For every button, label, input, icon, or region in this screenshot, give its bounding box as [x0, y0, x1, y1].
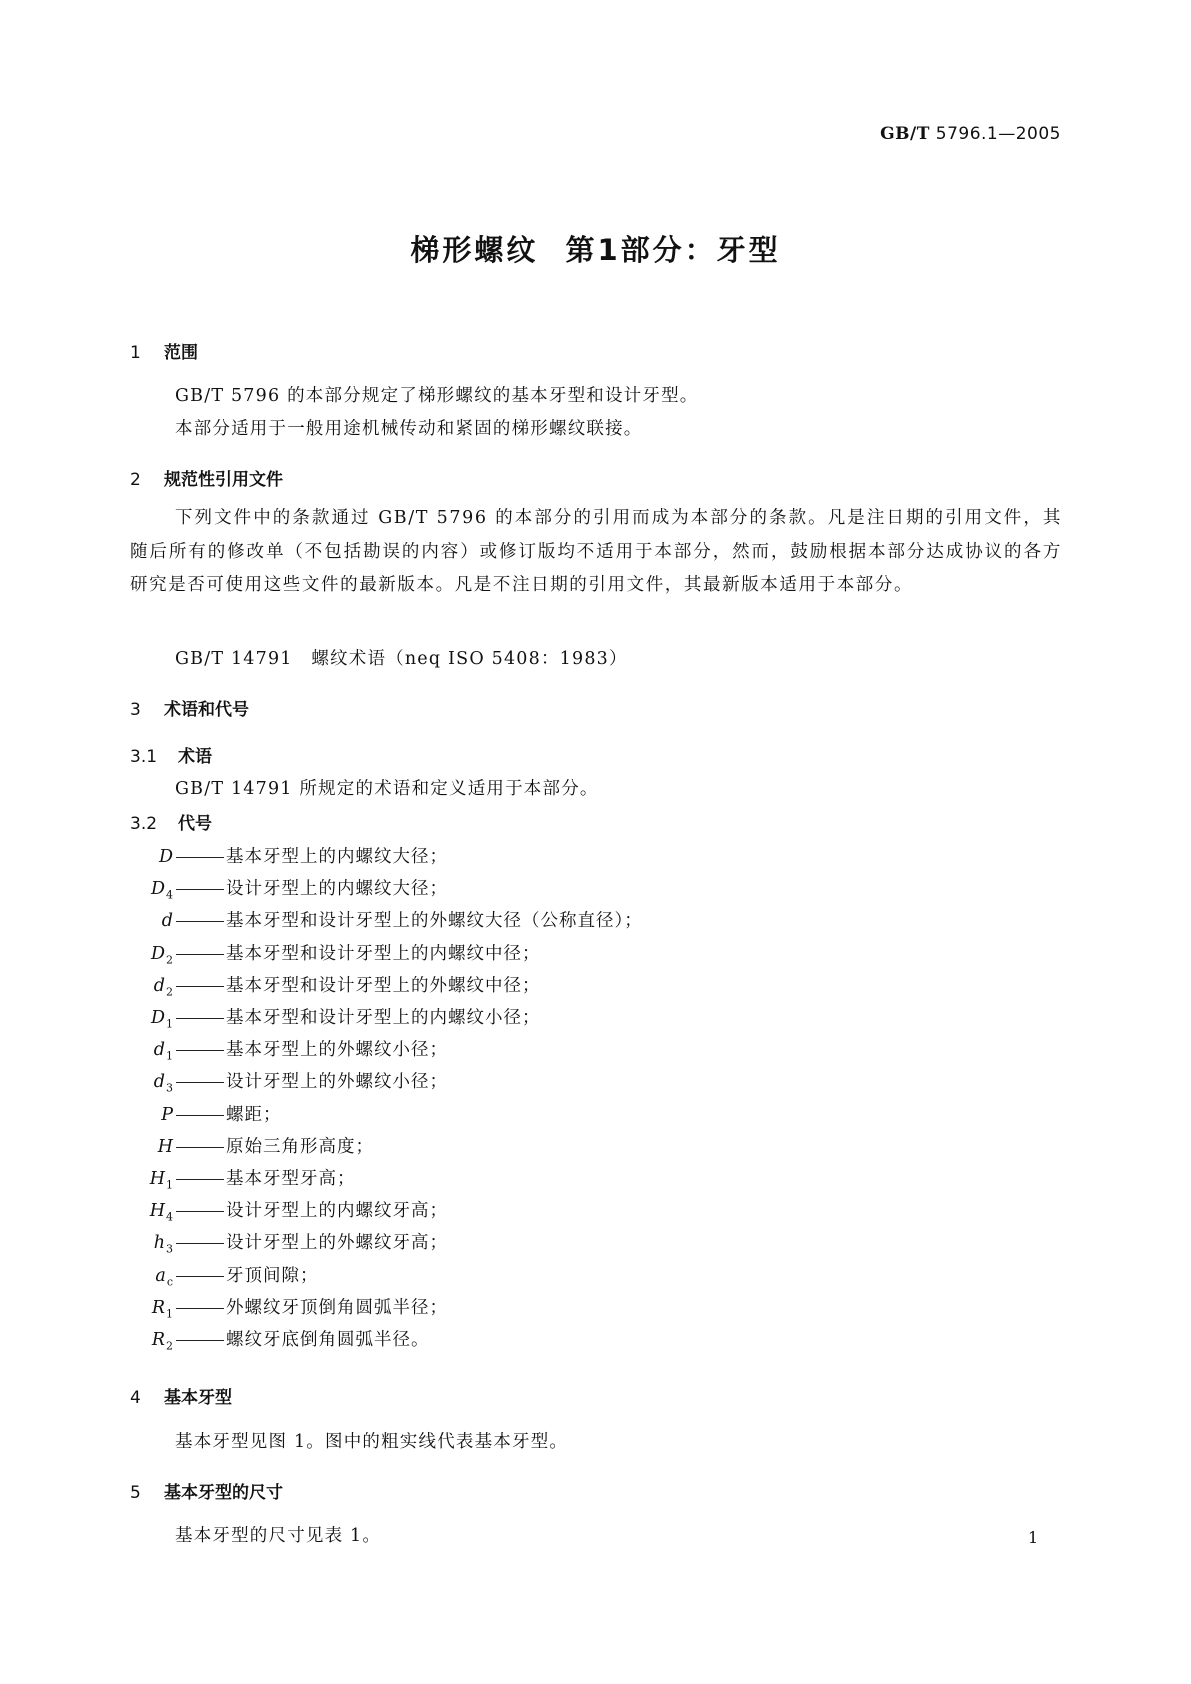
symbol [106, 1072, 174, 1095]
em-dash-separator [176, 1050, 224, 1051]
symbol-base: R [151, 1297, 166, 1318]
symbol-subscript: c [166, 1275, 174, 1289]
symbol-row [106, 1197, 448, 1224]
symbol-row [106, 1133, 374, 1158]
em-dash-separator [176, 1179, 224, 1180]
em-dash-separator [176, 857, 224, 858]
symbol-base: a [155, 1265, 167, 1286]
symbol-base: D [158, 847, 174, 867]
symbol-base: H [149, 1201, 166, 1222]
em-dash-separator [176, 889, 224, 890]
symbol-base: d [153, 1040, 166, 1061]
symbol-base: d [161, 911, 174, 932]
symbol [106, 847, 174, 867]
section-4-heading: 4 基本牙型 [130, 1388, 232, 1408]
section-3-heading: 3 术语和代号 [130, 700, 249, 720]
symbol [106, 1330, 174, 1353]
symbol-description: 基本牙型上的外螺纹小径； [226, 1040, 448, 1061]
symbol-base: d [153, 975, 166, 996]
em-dash-separator [176, 1211, 224, 1212]
symbol-row [106, 1036, 448, 1063]
normative-references-paragraph: 下列文件中的条款通过 GB/T 5796 的本部分的引用而成为本部分的条款。凡是注日期的引用文件，其随后所有的修改单（不包括勘误的内容）或修订版均不适用于本部分，然而，鼓励根据本部分达成协议的各方研究是否可使用这些文件的最新版本。凡是不注日期的引用文件，其最新版本适用于本部分。 [130, 508, 1062, 595]
section-1-heading: 1 范围 [130, 343, 198, 363]
page-number: 1 [1028, 1528, 1039, 1547]
em-dash-separator [176, 1308, 224, 1309]
symbol-description: 基本牙型和设计牙型上的外螺纹中径； [226, 975, 541, 996]
symbol-base: H [149, 1169, 166, 1189]
symbol-description: 基本牙型和设计牙型上的内螺纹中径； [226, 943, 541, 964]
symbol-subscript: 1 [166, 1017, 174, 1031]
symbol-description: 牙顶间隙； [226, 1265, 319, 1286]
em-dash-separator [176, 1243, 224, 1244]
standard-code: 5796.1—2005 [935, 124, 1061, 144]
symbol-base: D [150, 1008, 166, 1028]
symbol-description: 基本牙型牙高； [226, 1169, 356, 1189]
symbol-base: h [153, 1233, 166, 1254]
symbol-row [106, 940, 541, 967]
document-title: 梯形螺纹 第1部分：牙型 [410, 233, 781, 267]
symbol-subscript: 4 [166, 888, 174, 902]
symbol [106, 911, 174, 931]
symbol-description: 螺纹牙底倒角圆弧半径。 [226, 1330, 430, 1350]
section-2-heading: 2 规范性引用文件 [130, 470, 283, 490]
symbol [106, 1040, 174, 1063]
symbol-base: R [151, 1330, 166, 1350]
symbol-row [106, 1294, 448, 1321]
symbol-description: 基本牙型和设计牙型上的外螺纹大径（公称直径）； [226, 911, 643, 932]
symbol-subscript: 1 [166, 1307, 174, 1321]
section-3-2-heading: 3.2 代号 [130, 814, 212, 834]
symbol [106, 944, 174, 967]
symbol-row [106, 972, 541, 999]
symbol [106, 1137, 174, 1157]
symbol [106, 1266, 174, 1289]
symbol-description: 设计牙型上的内螺纹大径； [226, 879, 448, 900]
symbol-subscript: 1 [166, 1178, 174, 1192]
symbol [106, 1298, 174, 1321]
symbol-row [106, 1004, 541, 1031]
symbol-subscript: 2 [166, 985, 174, 999]
symbol-base: d [153, 1072, 166, 1093]
em-dash-separator [176, 954, 224, 955]
symbol-description: 设计牙型上的内螺纹牙高； [226, 1201, 448, 1222]
symbol-description: 设计牙型上的外螺纹小径； [226, 1072, 448, 1093]
symbol-row [106, 1101, 282, 1126]
em-dash-separator [176, 1340, 224, 1341]
section-3-1-heading: 3.1 术语 [130, 747, 212, 767]
reference-item: GB/T 14791 螺纹术语（neq ISO 5408：1983） [175, 649, 628, 669]
symbol-row [106, 1165, 356, 1192]
symbol-row [106, 1229, 448, 1256]
symbol-base: D [150, 943, 166, 964]
symbol-subscript: 3 [166, 1242, 174, 1256]
em-dash-separator [176, 986, 224, 987]
em-dash-separator [176, 1018, 224, 1019]
symbol-subscript: 1 [166, 1049, 174, 1063]
symbol [106, 1008, 174, 1031]
symbol-row [106, 1068, 448, 1095]
symbol [106, 1233, 174, 1256]
basic-profile-paragraph: 基本牙型见图 1。图中的粗实线代表基本牙型。 [175, 1432, 569, 1452]
symbol-row [106, 907, 643, 932]
symbol-description: 原始三角形高度； [226, 1136, 374, 1157]
symbol-row [106, 875, 448, 902]
symbol-subscript: 2 [166, 953, 174, 967]
symbol-subscript: 3 [166, 1081, 174, 1095]
symbol-subscript: 2 [166, 1339, 174, 1353]
symbol-description: 设计牙型上的外螺纹牙高； [226, 1233, 448, 1254]
symbol-row [106, 1326, 430, 1353]
terms-paragraph: GB/T 14791 所规定的术语和定义适用于本部分。 [175, 779, 599, 799]
symbol-description: 基本牙型和设计牙型上的内螺纹小径； [226, 1008, 541, 1028]
symbol [106, 1105, 174, 1125]
symbol [106, 879, 174, 902]
symbol-subscript: 4 [166, 1210, 174, 1224]
symbol [106, 1169, 174, 1192]
scope-paragraph-2: 本部分适用于一般用途机械传动和紧固的梯形螺纹联接。 [175, 419, 643, 439]
scope-paragraph-1: GB/T 5796 的本部分规定了梯形螺纹的基本牙型和设计牙型。 [175, 386, 699, 406]
symbol-row [106, 843, 448, 868]
em-dash-separator [176, 1147, 224, 1148]
section-5-heading: 5 基本牙型的尺寸 [130, 1483, 283, 1503]
basic-dimensions-paragraph: 基本牙型的尺寸见表 1。 [175, 1526, 382, 1546]
symbol-description: 外螺纹牙顶倒角圆弧半径； [226, 1297, 448, 1318]
em-dash-separator [176, 1082, 224, 1083]
standard-number [880, 124, 1061, 144]
symbol-description: 基本牙型上的内螺纹大径； [226, 847, 448, 867]
em-dash-separator [176, 921, 224, 922]
symbol-base: P [161, 1104, 174, 1125]
em-dash-separator [176, 1115, 224, 1116]
symbol-base: H [157, 1136, 174, 1157]
standard-prefix: GB/T [880, 124, 930, 144]
symbol [106, 976, 174, 999]
em-dash-separator [176, 1276, 224, 1277]
symbol-base: D [150, 879, 166, 900]
symbol [106, 1201, 174, 1224]
symbol-description: 螺距； [226, 1104, 282, 1125]
symbol-row [106, 1262, 319, 1289]
